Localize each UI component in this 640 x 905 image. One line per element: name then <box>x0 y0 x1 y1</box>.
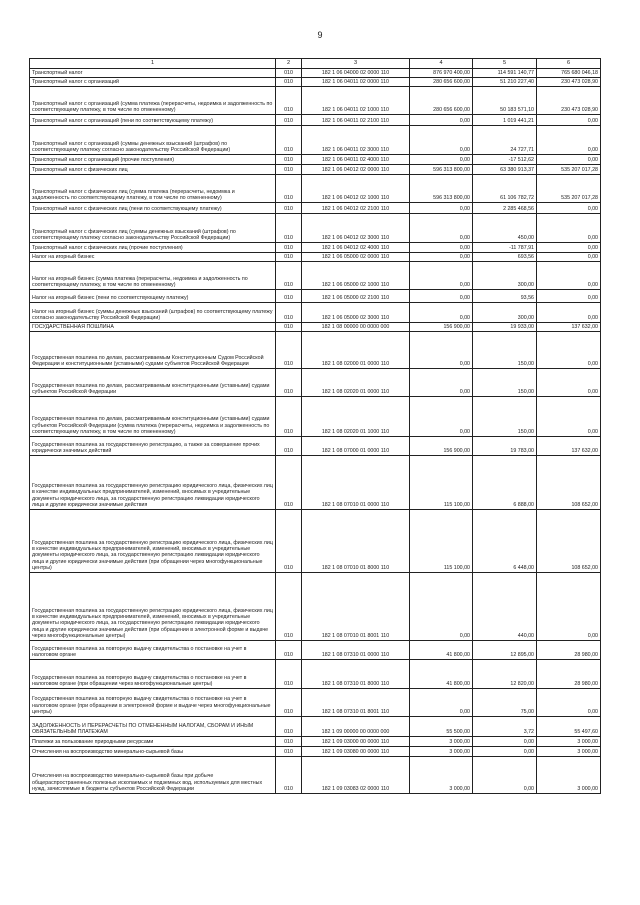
row-executed-cell: 51 210 227,40 <box>473 78 537 87</box>
row-line-code-cell: 010 <box>276 214 302 243</box>
row-executed-cell: 19 783,00 <box>473 437 537 456</box>
row-line-code-cell: 010 <box>276 641 302 660</box>
row-line-code-cell: 010 <box>276 243 302 253</box>
row-line-code-cell: 010 <box>276 323 302 332</box>
row-executed-cell: 2 285 468,56 <box>473 203 537 214</box>
row-executed-cell: 61 106 782,72 <box>473 175 537 203</box>
row-executed-cell: 93,56 <box>473 290 537 303</box>
table-row <box>30 573 601 641</box>
row-budget-code-cell: 182 1 08 07010 01 8000 110 <box>302 510 410 573</box>
row-approved-cell: 0,00 <box>410 689 473 717</box>
row-budget-code-cell: 182 1 06 04011 02 0000 110 <box>302 78 410 87</box>
row-executed-cell: -17 512,62 <box>473 155 537 165</box>
row-unexecuted-cell: 0,00 <box>537 290 601 303</box>
row-budget-code-cell: 182 1 06 04012 02 0000 110 <box>302 165 410 175</box>
table-row <box>30 717 601 737</box>
row-line-code-cell: 010 <box>276 717 302 737</box>
row-name-cell: Транспортный налог с физических лиц <box>30 165 276 175</box>
row-name-cell: Транспортный налог с организаций (пени по соответствующему платежу) <box>30 115 276 126</box>
row-executed-cell: 0,00 <box>473 747 537 757</box>
row-approved-cell: 3 000,00 <box>410 737 473 747</box>
row-approved-cell: 0,00 <box>410 290 473 303</box>
row-approved-cell: 55 500,00 <box>410 717 473 737</box>
row-name-cell: Транспортный налог с физических лиц (прочие поступления) <box>30 243 276 253</box>
row-unexecuted-cell: 0,00 <box>537 115 601 126</box>
row-budget-code-cell: 182 1 08 07010 01 8001 110 <box>302 573 410 641</box>
row-line-code-cell: 010 <box>276 397 302 437</box>
row-approved-cell: 0,00 <box>410 369 473 397</box>
row-name-cell: Налог на игорный бизнес (пени по соответствующему платежу) <box>30 290 276 303</box>
row-executed-cell: 440,00 <box>473 573 537 641</box>
row-name-cell: Транспортный налог с организаций <box>30 78 276 87</box>
row-line-code-cell: 010 <box>276 660 302 689</box>
table-row <box>30 323 601 332</box>
row-executed-cell: 19 933,00 <box>473 323 537 332</box>
row-approved-cell: 156 900,00 <box>410 323 473 332</box>
row-unexecuted-cell: 0,00 <box>537 262 601 290</box>
row-approved-cell: 0,00 <box>410 115 473 126</box>
table-row <box>30 757 601 794</box>
row-budget-code-cell: 182 1 09 00000 00 0000 000 <box>302 717 410 737</box>
row-budget-code-cell: 182 1 08 02020 01 1000 110 <box>302 397 410 437</box>
table-row <box>30 437 601 456</box>
row-approved-cell: 115 100,00 <box>410 510 473 573</box>
row-approved-cell: 596 313 800,00 <box>410 165 473 175</box>
table-row <box>30 689 601 717</box>
row-budget-code-cell: 182 1 06 04000 02 0000 110 <box>302 69 410 78</box>
row-line-code-cell: 010 <box>276 87 302 115</box>
row-unexecuted-cell: 765 680 046,18 <box>537 69 601 78</box>
row-line-code-cell: 010 <box>276 69 302 78</box>
row-unexecuted-cell: 230 473 028,90 <box>537 78 601 87</box>
row-unexecuted-cell: 28 980,00 <box>537 641 601 660</box>
row-budget-code-cell: 182 1 08 00000 00 0000 000 <box>302 323 410 332</box>
row-budget-code-cell: 182 1 08 07310 01 8001 110 <box>302 689 410 717</box>
row-budget-code-cell: 182 1 09 03083 02 0000 110 <box>302 757 410 794</box>
table-row <box>30 115 601 126</box>
row-budget-code-cell: 182 1 06 04012 02 3000 110 <box>302 214 410 243</box>
table-row <box>30 203 601 214</box>
row-unexecuted-cell: 0,00 <box>537 243 601 253</box>
row-name-cell: Транспортный налог с физических лиц (суммы денежных взысканий (штрафов) по соответствующему платежу согласно законодательству Российской Федерации) <box>30 214 276 243</box>
row-name-cell: Отчисления на воспроизводство минерально-сырьевой базы при добыче общераспространенных полезных ископаемых и подземных вод, используемых для местных нужд, зачисляемые в бюджеты субъектов Российской Федерации <box>30 757 276 794</box>
row-budget-code-cell: 182 1 06 05000 02 0000 110 <box>302 253 410 262</box>
row-executed-cell: 75,00 <box>473 689 537 717</box>
row-name-cell: Платежи за пользование природными ресурсами <box>30 737 276 747</box>
table-row <box>30 456 601 510</box>
row-name-cell: Транспортный налог с физических лиц (сумма платежа (перерасчеты, недоимка и задолженность по соответствующему платежу, в том числе по отмененному) <box>30 175 276 203</box>
row-executed-cell: -11 787,91 <box>473 243 537 253</box>
table-row <box>30 332 601 369</box>
row-executed-cell: 63 380 913,37 <box>473 165 537 175</box>
row-line-code-cell: 010 <box>276 303 302 323</box>
row-budget-code-cell: 182 1 08 02000 01 0000 110 <box>302 332 410 369</box>
row-name-cell: Транспортный налог с физических лиц (пени по соответствующему платежу) <box>30 203 276 214</box>
row-name-cell: Налог на игорный бизнес <box>30 253 276 262</box>
table-row <box>30 78 601 87</box>
row-line-code-cell: 010 <box>276 262 302 290</box>
row-name-cell: Государственная пошлина за повторную выдачу свидетельства о постановке на учет в налоговом органе (при обращении в электронной форме и выдаче через многофункциональные центры) <box>30 689 276 717</box>
row-approved-cell: 156 900,00 <box>410 437 473 456</box>
page-number: 9 <box>317 30 323 40</box>
table-row <box>30 369 601 397</box>
row-unexecuted-cell: 3 000,00 <box>537 757 601 794</box>
table-row <box>30 69 601 78</box>
row-line-code-cell: 010 <box>276 115 302 126</box>
row-unexecuted-cell: 3 000,00 <box>537 747 601 757</box>
row-budget-code-cell: 182 1 09 03080 00 0000 110 <box>302 747 410 757</box>
row-approved-cell: 876 970 400,00 <box>410 69 473 78</box>
row-budget-code-cell: 182 1 06 04011 02 2100 110 <box>302 115 410 126</box>
row-name-cell: Государственная пошлина по делам, рассматриваемым конституционными (уставными) судами субъектов Российской Федерации <box>30 369 276 397</box>
revenue-table <box>29 58 601 794</box>
table-row <box>30 155 601 165</box>
row-line-code-cell: 010 <box>276 757 302 794</box>
table-row <box>30 175 601 203</box>
row-line-code-cell: 010 <box>276 126 302 155</box>
row-approved-cell: 0,00 <box>410 243 473 253</box>
table-header-row <box>30 59 601 69</box>
row-budget-code-cell: 182 1 06 04012 02 1000 110 <box>302 175 410 203</box>
row-budget-code-cell: 182 1 08 07000 01 0000 110 <box>302 437 410 456</box>
row-budget-code-cell: 182 1 06 04012 02 2100 110 <box>302 203 410 214</box>
row-approved-cell: 0,00 <box>410 253 473 262</box>
row-line-code-cell: 010 <box>276 203 302 214</box>
row-approved-cell: 0,00 <box>410 303 473 323</box>
table-row <box>30 747 601 757</box>
row-unexecuted-cell: 0,00 <box>537 573 601 641</box>
row-line-code-cell: 010 <box>276 78 302 87</box>
row-line-code-cell: 010 <box>276 456 302 510</box>
row-unexecuted-cell: 28 980,00 <box>537 660 601 689</box>
row-budget-code-cell: 182 1 09 03000 00 0000 110 <box>302 737 410 747</box>
row-line-code-cell: 010 <box>276 510 302 573</box>
row-budget-code-cell: 182 1 06 04011 02 3000 110 <box>302 126 410 155</box>
row-unexecuted-cell: 0,00 <box>537 214 601 243</box>
row-executed-cell: 6 888,00 <box>473 456 537 510</box>
table-row <box>30 243 601 253</box>
row-unexecuted-cell: 0,00 <box>537 155 601 165</box>
table-row <box>30 253 601 262</box>
row-unexecuted-cell: 108 652,00 <box>537 456 601 510</box>
row-unexecuted-cell: 0,00 <box>537 303 601 323</box>
row-unexecuted-cell: 108 652,00 <box>537 510 601 573</box>
header-cell: 5 <box>473 59 537 69</box>
row-budget-code-cell: 182 1 08 07310 01 0000 110 <box>302 641 410 660</box>
row-approved-cell: 0,00 <box>410 214 473 243</box>
row-name-cell: Транспортный налог с организаций (суммы денежных взысканий (штрафов) по соответствующему платежу согласно законодательству Российской Федерации) <box>30 126 276 155</box>
table-row <box>30 262 601 290</box>
row-name-cell: Транспортный налог с организаций (сумма платежа (перерасчеты, недоимка и задолженность по соответствующему платежу, в том числе по отмененному) <box>30 87 276 115</box>
table-row <box>30 303 601 323</box>
row-name-cell: Транспортный налог с организаций (прочие поступления) <box>30 155 276 165</box>
table-row <box>30 126 601 155</box>
header-cell: 4 <box>410 59 473 69</box>
row-name-cell: Транспортный налог <box>30 69 276 78</box>
row-name-cell: Государственная пошлина за повторную выдачу свидетельства о постановке на учет в налоговом органе (при обращении через многофункциональные центры) <box>30 660 276 689</box>
row-line-code-cell: 010 <box>276 437 302 456</box>
row-unexecuted-cell: 535 207 017,28 <box>537 165 601 175</box>
row-unexecuted-cell: 0,00 <box>537 253 601 262</box>
row-unexecuted-cell: 0,00 <box>537 332 601 369</box>
table-row <box>30 290 601 303</box>
row-name-cell: ЗАДОЛЖЕННОСТЬ И ПЕРЕРАСЧЕТЫ ПО ОТМЕНЕННЫМ НАЛОГАМ, СБОРАМ И ИНЫМ ОБЯЗАТЕЛЬНЫМ ПЛАТЕЖАМ <box>30 717 276 737</box>
row-budget-code-cell: 182 1 06 05000 02 2100 110 <box>302 290 410 303</box>
row-unexecuted-cell: 3 000,00 <box>537 737 601 747</box>
table-row <box>30 510 601 573</box>
row-executed-cell: 150,00 <box>473 397 537 437</box>
row-unexecuted-cell: 0,00 <box>537 126 601 155</box>
header-cell: 6 <box>537 59 601 69</box>
table-row <box>30 87 601 115</box>
row-line-code-cell: 010 <box>276 747 302 757</box>
row-name-cell: Государственная пошлина по делам, рассматриваемым Конституционным Судом Российской Федерации и конституционными (уставными) судами субъектов Российской Федерации <box>30 332 276 369</box>
row-name-cell: Отчисления на воспроизводство минерально-сырьевой базы <box>30 747 276 757</box>
row-executed-cell: 114 591 140,77 <box>473 69 537 78</box>
row-executed-cell: 3,72 <box>473 717 537 737</box>
row-budget-code-cell: 182 1 06 04012 02 4000 110 <box>302 243 410 253</box>
row-approved-cell: 3 000,00 <box>410 747 473 757</box>
row-line-code-cell: 010 <box>276 175 302 203</box>
row-approved-cell: 0,00 <box>410 203 473 214</box>
row-approved-cell: 0,00 <box>410 155 473 165</box>
row-executed-cell: 0,00 <box>473 757 537 794</box>
row-approved-cell: 280 656 600,00 <box>410 78 473 87</box>
header-cell: 1 <box>30 59 276 69</box>
row-name-cell: Налог на игорный бизнес (суммы денежных взысканий (штрафов) по соответствующему платежу согласно законодательству Российской Федерации) <box>30 303 276 323</box>
row-unexecuted-cell: 535 207 017,28 <box>537 175 601 203</box>
table-row <box>30 737 601 747</box>
row-executed-cell: 150,00 <box>473 332 537 369</box>
table-row <box>30 641 601 660</box>
row-budget-code-cell: 182 1 06 04011 02 1000 110 <box>302 87 410 115</box>
row-name-cell: Государственная пошлина за повторную выдачу свидетельства о постановке на учет в налоговом органе <box>30 641 276 660</box>
row-approved-cell: 0,00 <box>410 573 473 641</box>
row-line-code-cell: 010 <box>276 253 302 262</box>
row-budget-code-cell: 182 1 08 07010 01 0000 110 <box>302 456 410 510</box>
row-executed-cell: 50 183 571,10 <box>473 87 537 115</box>
row-unexecuted-cell: 137 632,00 <box>537 323 601 332</box>
row-line-code-cell: 010 <box>276 689 302 717</box>
row-budget-code-cell: 182 1 06 05000 02 3000 110 <box>302 303 410 323</box>
row-executed-cell: 24 727,71 <box>473 126 537 155</box>
row-unexecuted-cell: 137 632,00 <box>537 437 601 456</box>
row-line-code-cell: 010 <box>276 737 302 747</box>
table-row <box>30 397 601 437</box>
row-approved-cell: 0,00 <box>410 397 473 437</box>
row-executed-cell: 150,00 <box>473 369 537 397</box>
row-executed-cell: 300,00 <box>473 262 537 290</box>
row-approved-cell: 596 313 800,00 <box>410 175 473 203</box>
table-row <box>30 165 601 175</box>
row-approved-cell: 115 100,00 <box>410 456 473 510</box>
row-line-code-cell: 010 <box>276 573 302 641</box>
row-line-code-cell: 010 <box>276 165 302 175</box>
row-executed-cell: 12 895,00 <box>473 641 537 660</box>
row-approved-cell: 3 000,00 <box>410 757 473 794</box>
row-executed-cell: 0,00 <box>473 737 537 747</box>
row-unexecuted-cell: 0,00 <box>537 369 601 397</box>
row-approved-cell: 0,00 <box>410 332 473 369</box>
row-executed-cell: 6 448,00 <box>473 510 537 573</box>
row-executed-cell: 300,00 <box>473 303 537 323</box>
row-budget-code-cell: 182 1 06 05000 02 1000 110 <box>302 262 410 290</box>
row-approved-cell: 41 800,00 <box>410 660 473 689</box>
header-cell: 2 <box>276 59 302 69</box>
row-approved-cell: 280 656 600,00 <box>410 87 473 115</box>
row-budget-code-cell: 182 1 08 02020 01 0000 110 <box>302 369 410 397</box>
table-row <box>30 660 601 689</box>
row-name-cell: Государственная пошлина по делам, рассматриваемым конституционными (уставными) судами субъектов Российской Федерации (сумма платежа (перерасчеты, недоимка и задолженность по соответствующему платежу, в том числе по отмененному) <box>30 397 276 437</box>
row-unexecuted-cell: 0,00 <box>537 203 601 214</box>
row-unexecuted-cell: 0,00 <box>537 397 601 437</box>
table-row <box>30 214 601 243</box>
row-approved-cell: 0,00 <box>410 262 473 290</box>
row-budget-code-cell: 182 1 06 04011 02 4000 110 <box>302 155 410 165</box>
row-executed-cell: 450,00 <box>473 214 537 243</box>
row-line-code-cell: 010 <box>276 155 302 165</box>
row-name-cell: Налог на игорный бизнес (сумма платежа (перерасчеты, недоимка и задолженность по соответствующему платежу, в том числе по отмененному) <box>30 262 276 290</box>
row-budget-code-cell: 182 1 08 07310 01 8000 110 <box>302 660 410 689</box>
row-line-code-cell: 010 <box>276 332 302 369</box>
row-name-cell: Государственная пошлина за государственную регистрацию юридического лица, физических лиц в качестве индивидуальных предпринимателей, изменений, вносимых в учредительные документы юридического лица, за государственную регистрацию ликвидации юридического лица и другие юридически значимые действия <box>30 456 276 510</box>
row-executed-cell: 1 019 441,21 <box>473 115 537 126</box>
row-name-cell: Государственная пошлина за государственную регистрацию, а также за совершение прочих юридически значимых действий <box>30 437 276 456</box>
row-executed-cell: 693,56 <box>473 253 537 262</box>
row-line-code-cell: 010 <box>276 369 302 397</box>
row-line-code-cell: 010 <box>276 290 302 303</box>
row-approved-cell: 41 800,00 <box>410 641 473 660</box>
row-name-cell: Государственная пошлина за государственную регистрацию юридического лица, физических лиц в качестве индивидуальных предпринимателей, изменений, вносимых в учредительные документы юридического лица, за государственную регистрацию ликвидации юридического лица и другие юридически значимые действия (при обращении через многофункциональные центры) <box>30 510 276 573</box>
row-unexecuted-cell: 230 473 028,90 <box>537 87 601 115</box>
row-name-cell: ГОСУДАРСТВЕННАЯ ПОШЛИНА <box>30 323 276 332</box>
row-executed-cell: 12 820,00 <box>473 660 537 689</box>
header-cell: 3 <box>302 59 410 69</box>
row-approved-cell: 0,00 <box>410 126 473 155</box>
row-name-cell: Государственная пошлина за государственную регистрацию юридического лица, физических лиц в качестве индивидуальных предпринимателей, изменений, вносимых в учредительные документы юридического лица, за государственную регистрацию ликвидации юридического лица и другие юридически значимые действия (при обращении в электронной форме и выдаче через многофункциональные центры) <box>30 573 276 641</box>
row-unexecuted-cell: 55 497,60 <box>537 717 601 737</box>
row-unexecuted-cell: 0,00 <box>537 689 601 717</box>
